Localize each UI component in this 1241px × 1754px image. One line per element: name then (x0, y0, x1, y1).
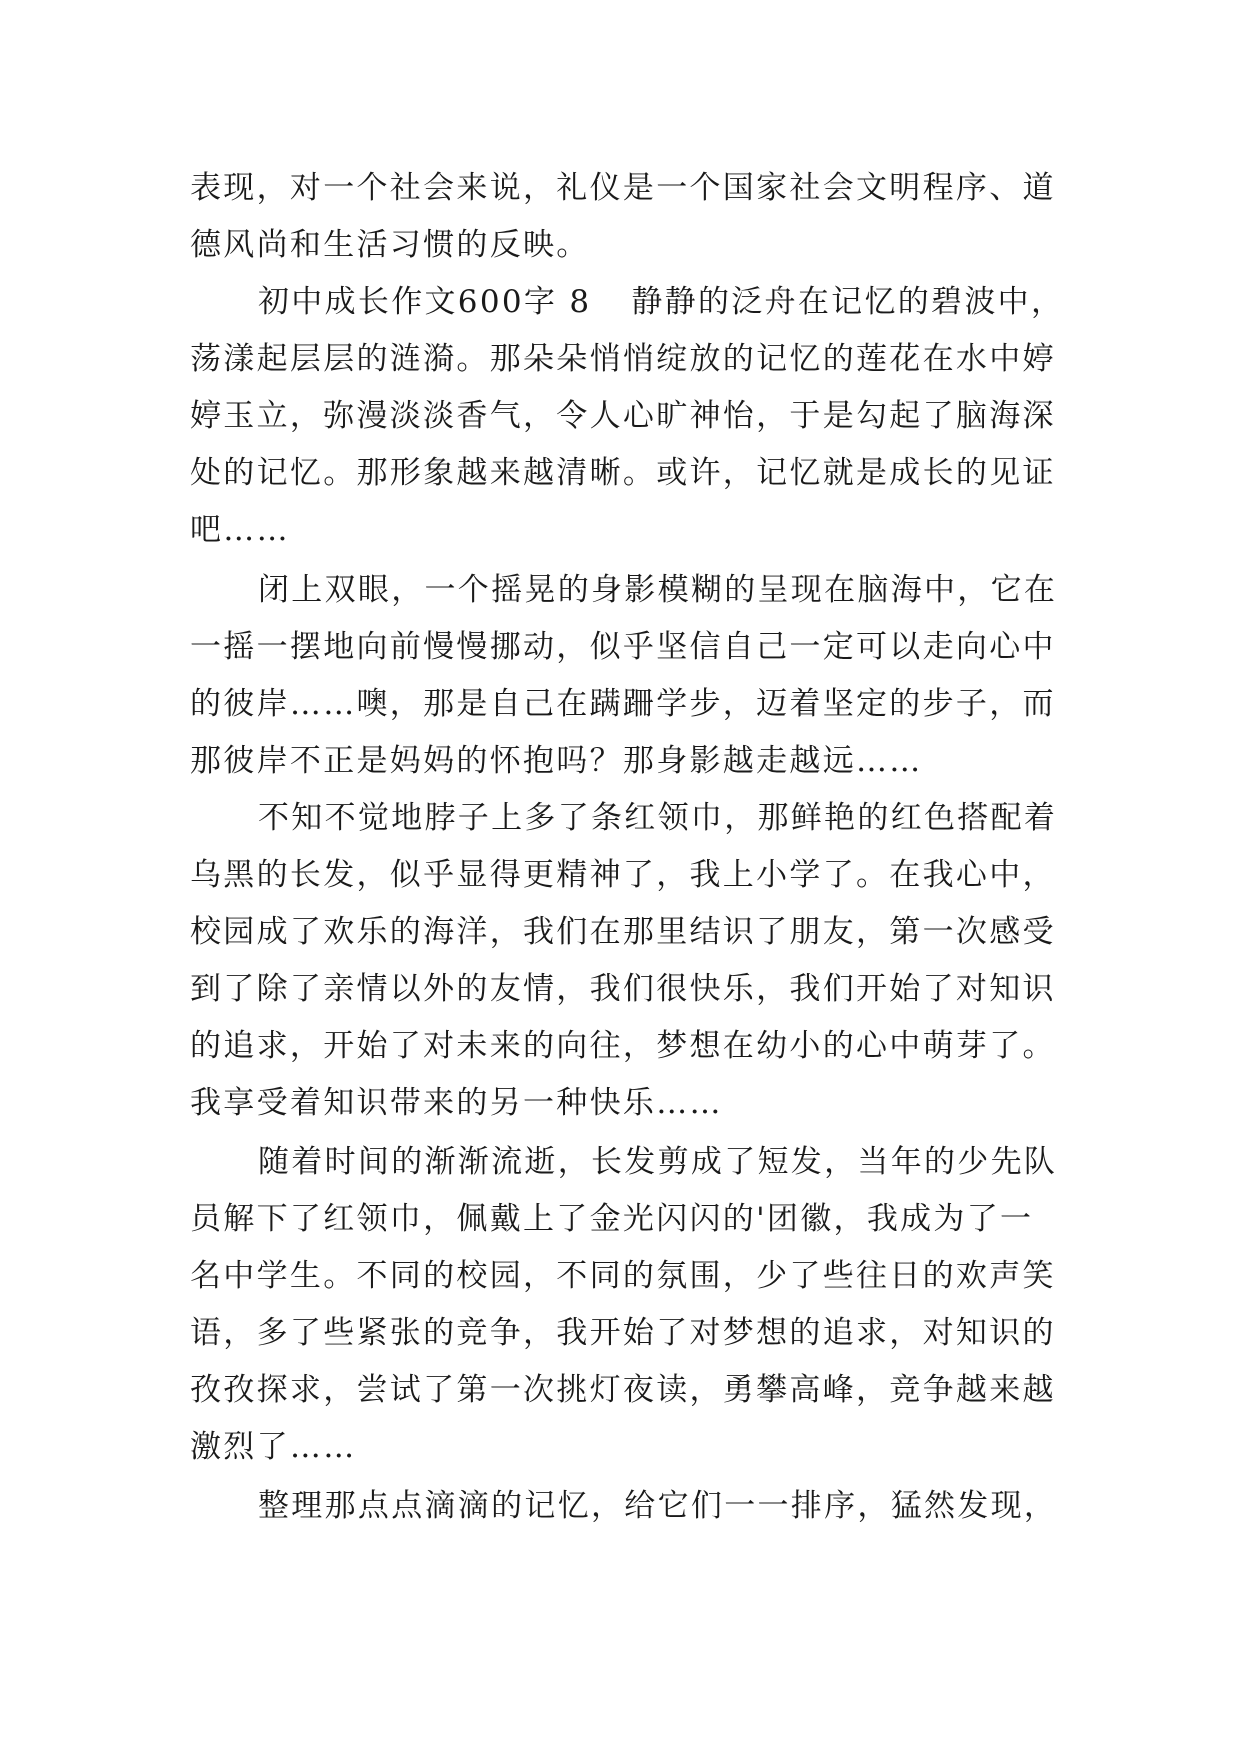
text-line: 员解下了红领巾，佩戴上了金光闪闪的'团徽，我成为了一 (190, 1201, 1034, 1237)
text-line: 乌黑的长发，似乎显得更精神了，我上小学了。在我心中， (190, 857, 1056, 893)
paragraph-start-line: 随着时间的渐渐流逝，长发剪成了短发，当年的少先队 (258, 1144, 1058, 1180)
text-line: 校园成了欢乐的海洋，我们在那里结识了朋友，第一次感受 (190, 914, 1056, 950)
text-line: 那彼岸不正是妈妈的怀抱吗？那身影越走越远…… (190, 743, 923, 779)
paragraph-start-line: 不知不觉地脖子上多了条红领巾，那鲜艳的红色搭配着 (258, 800, 1058, 836)
section-first-text: 静静的泛舟在记忆的碧波中， (631, 284, 1065, 320)
text-line: 婷玉立，弥漫淡淡香气，令人心旷神怡，于是勾起了脑海深 (190, 398, 1056, 434)
text-line: 到了除了亲情以外的友情，我们很快乐，我们开始了对知识 (190, 971, 1056, 1007)
section-title: 初中成长作文600字 8 (258, 284, 592, 320)
text-line: 我享受着知识带来的另一种快乐…… (190, 1085, 723, 1121)
text-line: 孜孜探求，尝试了第一次挑灯夜读，勇攀高峰，竞争越来越 (190, 1372, 1056, 1408)
text-line: 名中学生。不同的校园，不同的氛围，少了些往日的欢声笑 (190, 1258, 1056, 1294)
text-line: 激烈了…… (190, 1429, 357, 1465)
text-line: 的追求，开始了对未来的向往，梦想在幼小的心中萌芽了。 (190, 1028, 1056, 1064)
text-line: 表现，对一个社会来说，礼仪是一个国家社会文明程序、道 (190, 170, 1056, 206)
paragraph-start-line: 整理那点点滴滴的记忆，给它们一一排序，猛然发现， (258, 1488, 1058, 1524)
text-line: 处的记忆。那形象越来越清晰。或许，记忆就是成长的见证 (190, 455, 1056, 491)
text-line: 一摇一摆地向前慢慢挪动，似乎坚信自己一定可以走向心中 (190, 629, 1056, 665)
text-line: 荡漾起层层的涟漪。那朵朵悄悄绽放的记忆的莲花在水中婷 (190, 341, 1056, 377)
section-heading-line (258, 282, 1064, 322)
text-line: 吧…… (190, 512, 290, 548)
text-line: 的彼岸……噢，那是自己在蹒跚学步，迈着坚定的步子，而 (190, 686, 1056, 722)
paragraph-start-line: 闭上双眼，一个摇晃的身影模糊的呈现在脑海中，它在 (258, 572, 1058, 608)
text-line: 语，多了些紧张的竞争，我开始了对梦想的追求，对知识的 (190, 1315, 1056, 1351)
text-line: 德风尚和生活习惯的反映。 (190, 227, 590, 263)
